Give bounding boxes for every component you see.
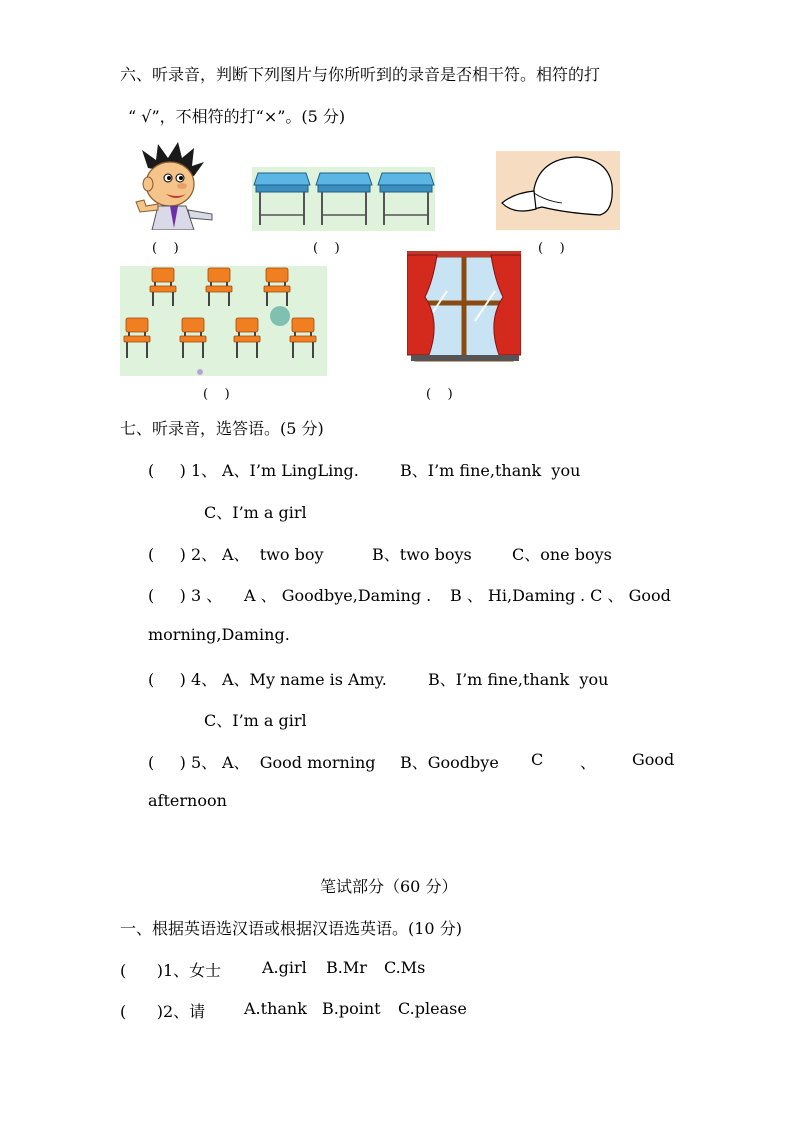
q3-option-c: . C 、 Good: [580, 586, 671, 605]
w-q2-option-b: B.point: [322, 999, 381, 1018]
w-q1-option-c: C.Ms: [384, 958, 426, 977]
q5-option-a: A、 Good morning: [222, 753, 376, 772]
q2-option-b: B、two boys: [372, 545, 472, 564]
q5-option-c-cont: afternoon: [148, 791, 227, 810]
answer-bracket-cap[interactable]: ( ): [538, 241, 565, 256]
q5-option-c-word: Good: [632, 750, 675, 769]
q5-option-c-letter: C: [531, 750, 544, 769]
chairs-picture: [120, 266, 327, 376]
window-curtains-picture: [407, 251, 521, 363]
q1-paren[interactable]: ( ) 1、: [148, 461, 218, 480]
answer-bracket-desks[interactable]: ( ): [313, 241, 340, 256]
section7-title: 七、听录音，选答语。(5 分): [120, 419, 324, 438]
desks-picture: [252, 167, 435, 231]
q4-option-b: B、I’m fine,thank you: [428, 670, 609, 689]
q4-option-a: A、My name is Amy.: [222, 670, 387, 689]
q5-option-c-sep: 、: [580, 753, 597, 772]
written-heading: 笔试部分（60 分）: [320, 877, 458, 896]
q3-paren[interactable]: ( ) 3 、: [148, 586, 223, 605]
q1-option-c: C、I’m a girl: [204, 503, 307, 522]
w-q2-option-c: C.please: [398, 999, 467, 1018]
section6-title-line2: “ √”，不相符的打“×”。(5 分): [128, 107, 346, 126]
q3-option-a: A 、 Goodbye,Daming .: [244, 586, 432, 605]
q3-option-b: B 、 Hi,Daming: [450, 586, 576, 605]
answer-bracket-window[interactable]: ( ): [426, 387, 453, 402]
q2-option-c: C、one boys: [512, 545, 612, 564]
q4-paren[interactable]: ( ) 4、: [148, 670, 218, 689]
q2-option-a: A、 two boy: [222, 545, 324, 564]
w-q1-paren[interactable]: ( )1、女士: [120, 961, 222, 980]
cap-picture: [496, 151, 620, 230]
q5-option-b: B、Goodbye: [400, 753, 499, 772]
q5-paren[interactable]: ( ) 5、: [148, 753, 218, 772]
written-part1-title: 一、根据英语选汉语或根据汉语选英语。(10 分): [120, 919, 462, 938]
w-q1-option-a: A.girl: [262, 958, 307, 977]
w-q1-option-b: B.Mr: [326, 958, 367, 977]
answer-bracket-chairs[interactable]: ( ): [203, 387, 230, 402]
q1-option-a: A、I’m LingLing.: [222, 461, 359, 480]
q2-paren[interactable]: ( ) 2、: [148, 545, 218, 564]
q4-option-c: C、I’m a girl: [204, 711, 307, 730]
w-q2-paren[interactable]: ( )2、请: [120, 1002, 206, 1021]
answer-bracket-boy[interactable]: ( ): [152, 241, 179, 256]
w-q2-option-a: A.thank: [244, 999, 307, 1018]
section6-title-line1: 六、听录音，判断下列图片与你所听到的录音是否相干符。相符的打: [120, 65, 601, 84]
q3-option-c-cont: morning,Daming.: [148, 625, 290, 644]
q1-option-b: B、I’m fine,thank you: [400, 461, 581, 480]
boy-picture: [134, 140, 220, 230]
